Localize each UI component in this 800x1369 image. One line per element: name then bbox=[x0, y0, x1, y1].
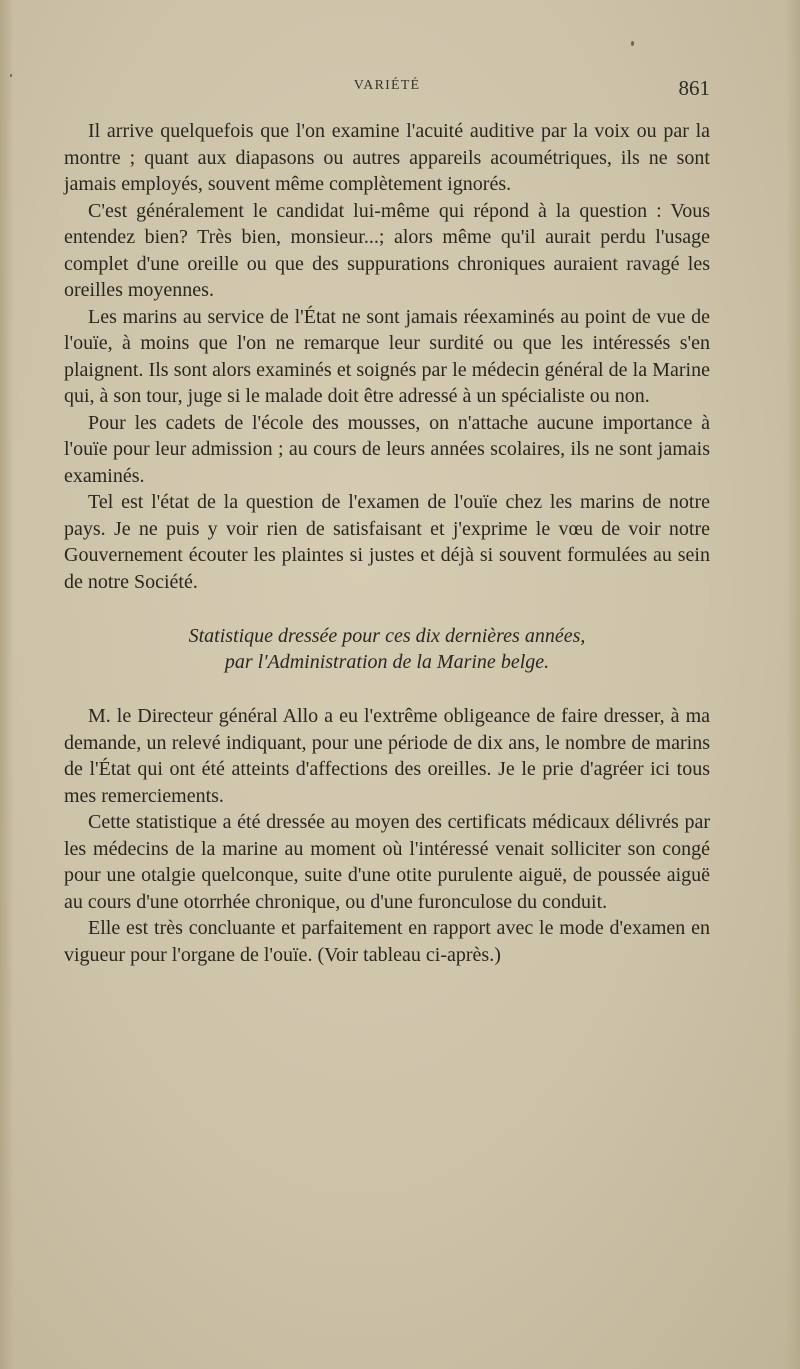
paragraph: C'est généralement le candidat lui-même qui répond à la question : Vous entendez bien? Très bien, monsieur...; alors même qu'il aurait perdu l'usage complet d'une oreille ou que des suppurations chroniques auraient ravagé les oreilles moyennes. bbox=[64, 199, 710, 301]
paragraph: Cette statistique a été dressée au moyen des certificats médicaux délivrés par les médecins de la marine au moment où l'intéressé venait solliciter son congé pour une otalgie quelconque, suite d'une otite purulente aiguë, de poussée aiguë au cours d'une otorrhée chronique, ou d'une furonculose du conduit. bbox=[64, 811, 710, 913]
page-header bbox=[64, 76, 710, 102]
paragraph: Il arrive quelquefois que l'on examine l'acuité auditive par la voix ou par la montre ; quant aux diapasons ou autres appareils acoumétriques, ils ne sont jamais employés, souvent même complètement ignorés. bbox=[64, 120, 710, 195]
paragraph: Tel est l'état de la question de l'examen de l'ouïe chez les marins de notre pays. Je ne puis y voir rien de satisfaisant et j'exprime le vœu de voir notre Gouvernement écouter les plaintes si justes et déjà si souvent formulées au sein de notre Société. bbox=[64, 491, 710, 593]
body-text bbox=[64, 118, 710, 968]
paragraph: Les marins au service de l'État ne sont jamais réexaminés au point de vue de l'ouïe, à moins que l'on ne remarque leur surdité ou que les intéressés s'en plaignent. Ils sont alors examinés et soignés par le médecin général de la Marine qui, à son tour, juge si le malade doit être adressé à un spécialiste ou non. bbox=[64, 305, 710, 407]
section-title-line-1: Statistique dressée pour ces dix dernières années, bbox=[188, 625, 586, 647]
section-title-line-2: par l'Administration de la Marine belge. bbox=[224, 651, 550, 673]
paragraph: M. le Directeur général Allo a eu l'extrême obligeance de faire dresser, à ma demande, un relevé indiquant, pour une période de dix ans, le nombre de marins de l'État qui ont été atteints d'affections des oreilles. Je le prie d'agréer ici tous mes remerciements. bbox=[64, 705, 710, 807]
ink-speck bbox=[10, 74, 12, 77]
ink-speck bbox=[631, 41, 634, 46]
paragraph: Pour les cadets de l'école des mousses, on n'attache aucune importance à l'ouïe pour leur admission ; au cours de leurs années scolaires, ils ne sont jamais examinés. bbox=[64, 411, 710, 487]
page-number: 861 bbox=[678, 76, 710, 100]
running-head: VARIÉTÉ bbox=[353, 78, 421, 93]
section-title bbox=[64, 623, 710, 675]
paragraph: Elle est très concluante et parfaitement en rapport avec le mode d'examen en vigueur pour l'organe de l'ouïe. (Voir tableau ci-après.) bbox=[64, 917, 710, 966]
